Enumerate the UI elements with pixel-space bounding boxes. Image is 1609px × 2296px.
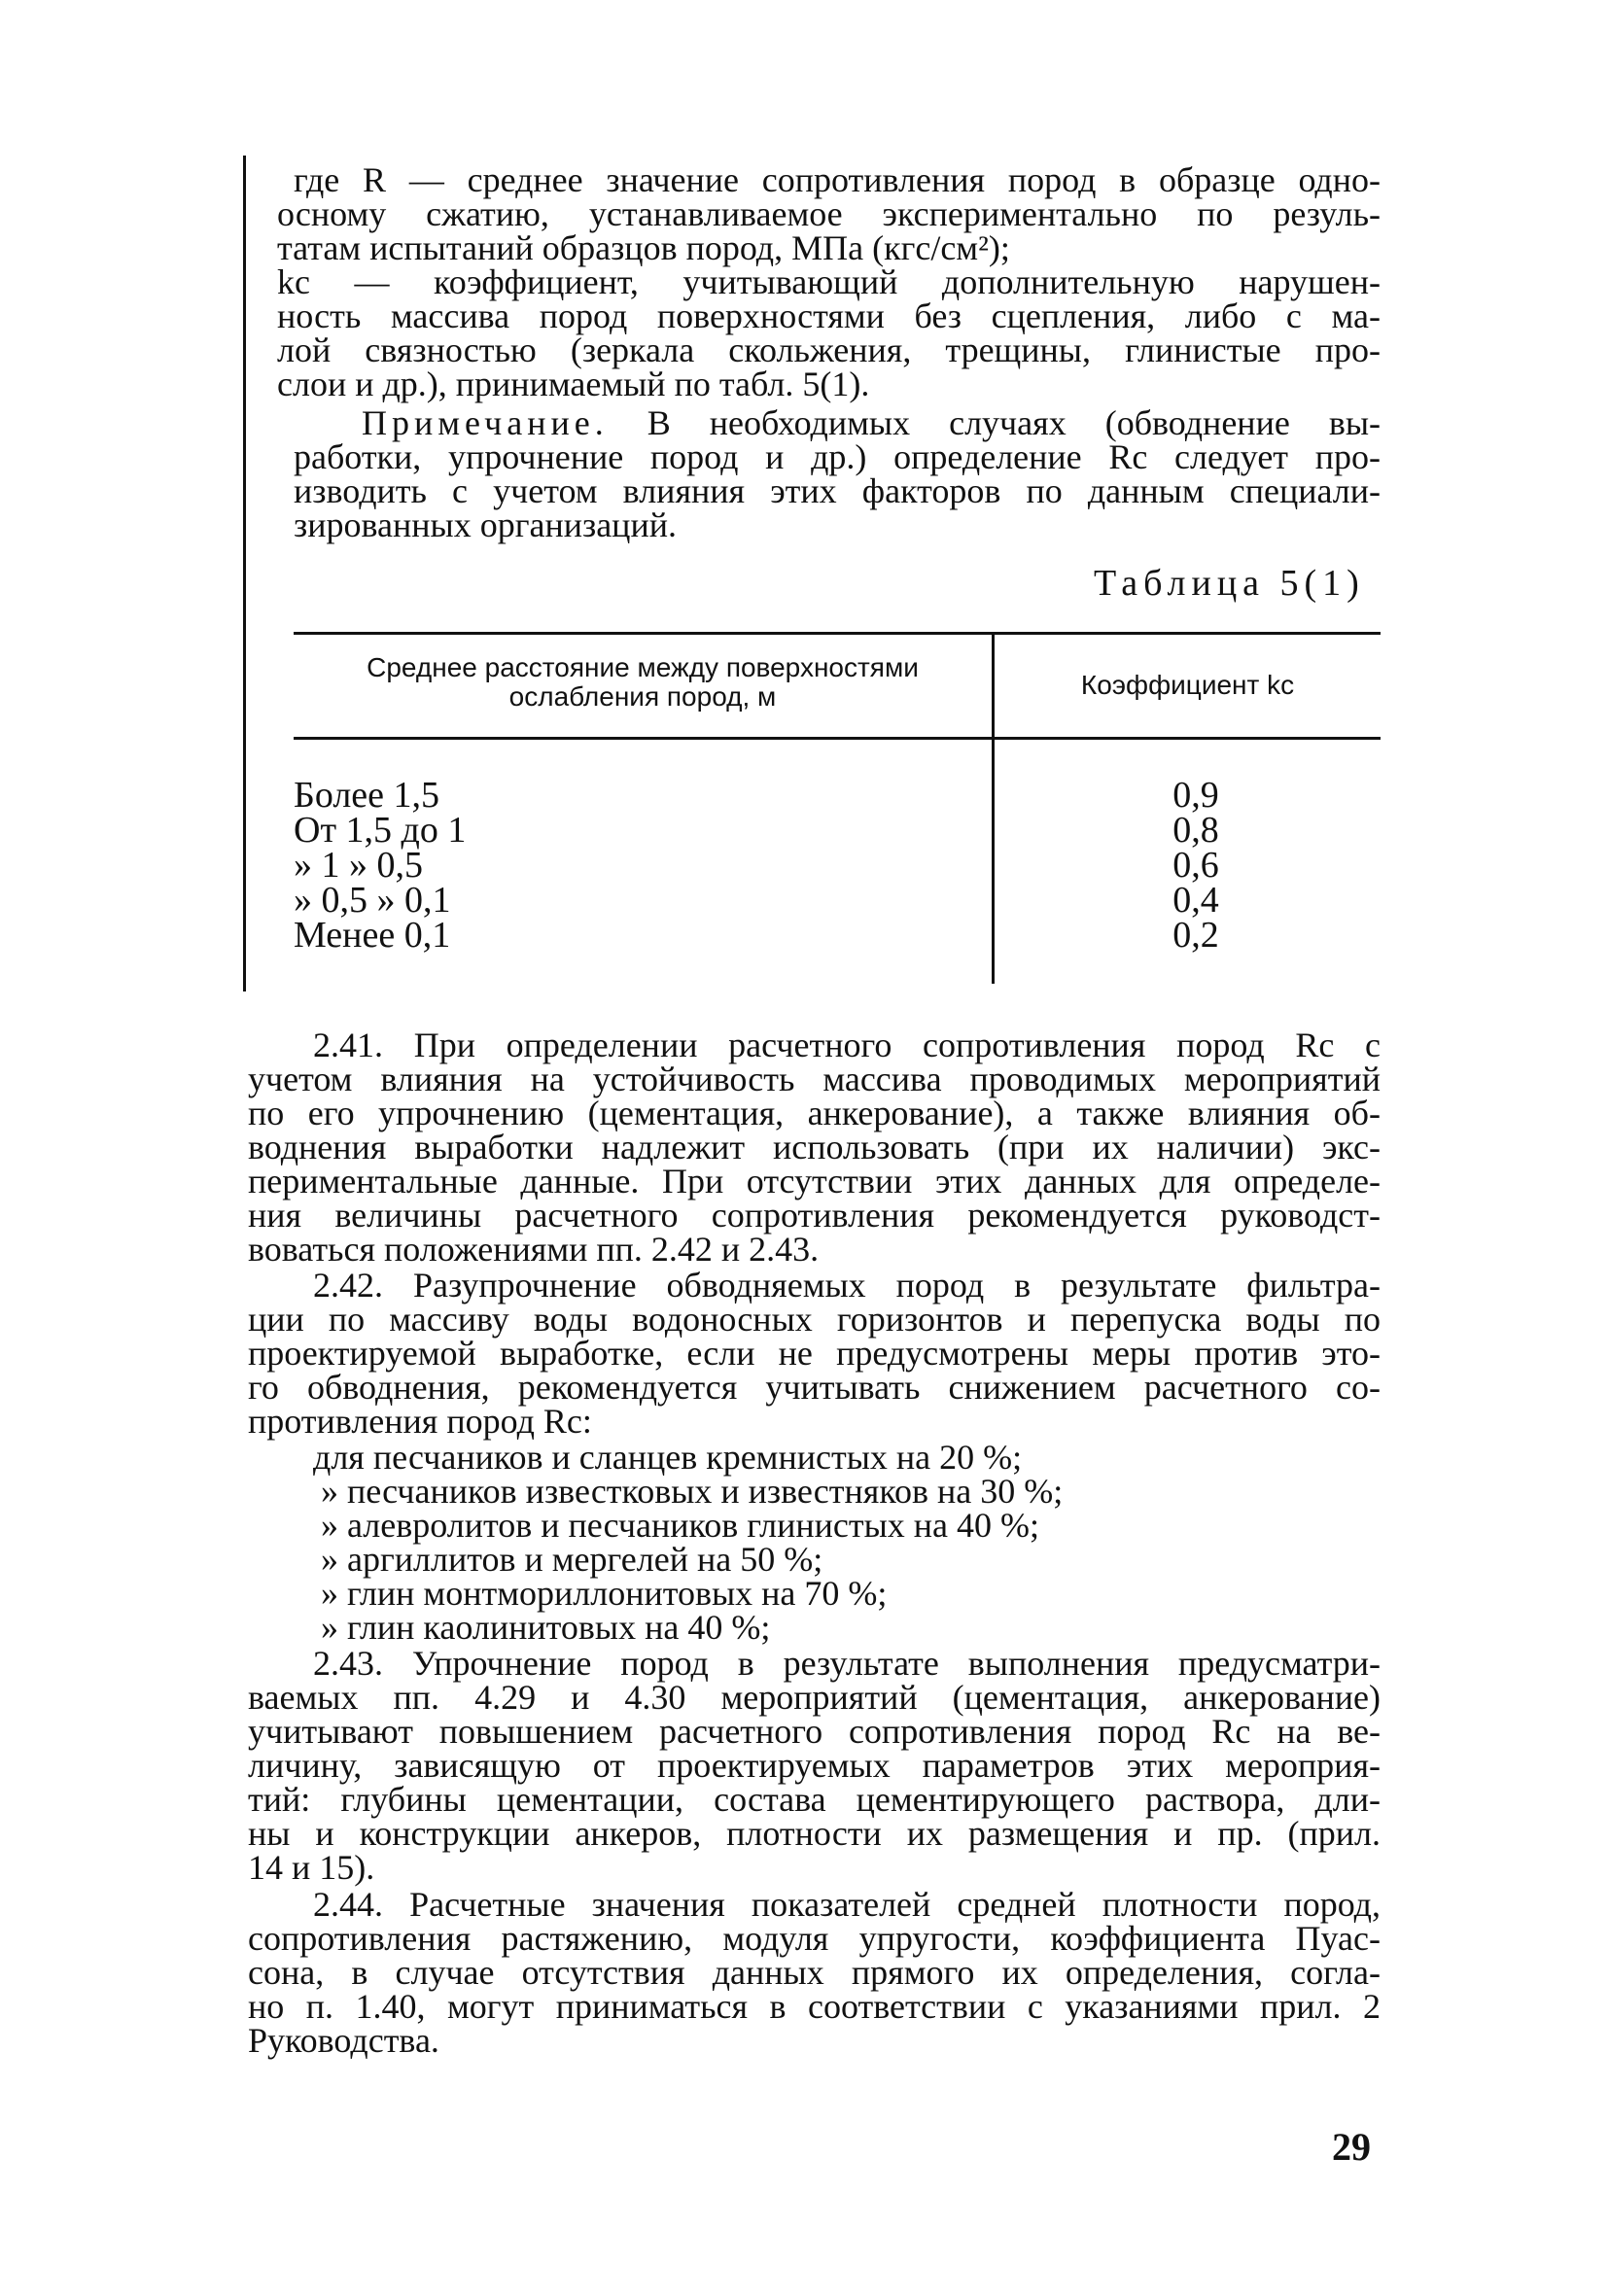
note-line-3: изводить с учетом влияния этих факторов по данным специали-: [294, 471, 1381, 510]
table-row-distance: Более 1,5: [294, 775, 440, 816]
para-2-43-line-2: ваемых пп. 4.29 и 4.30 мероприятий (цементация, анкерование): [248, 1678, 1381, 1717]
para-2-41-line-5: периментальные данные. При отсутствии этих данных для определе-: [248, 1162, 1381, 1200]
table-row-distance: » 0,5 » 0,1: [294, 880, 451, 921]
definition-r-line-2: осному сжатию, устанавливаемое экспериментально по резуль-: [277, 194, 1381, 233]
para-2-44-line-3: сона, в случае отсутствия данных прямого их определения, согла-: [248, 1953, 1381, 1992]
table-header-distance-line-2: ослабления пород, м: [508, 681, 777, 712]
para-2-44-line-4: но п. 1.40, могут приниматься в соответствии с указаниями прил. 2: [248, 1987, 1381, 2026]
para-2-41-line-2: учетом влияния на устойчивость массива проводимых мероприятий: [248, 1060, 1381, 1098]
para-2-44-line-2: сопротивления растяжению, модуля упругости, коэффициента Пуас-: [248, 1919, 1381, 1958]
table-header-rule: [294, 737, 1381, 740]
page-number: 29: [1332, 2125, 1371, 2169]
definition-kc-line-3: лой связностью (зеркала скольжения, трещины, глинистые про-: [277, 330, 1381, 369]
table-header-distance-line-1: Среднее расстояние между поверхностями: [367, 652, 919, 682]
para-2-41-line-7: воваться положениями пп. 2.42 и 2.43.: [248, 1230, 820, 1269]
definition-kc-line-1: kc — коэффициент, учитывающий дополнительную нарушен-: [277, 262, 1381, 301]
para-2-42-line-3: проектируемой выработке, если не предусмотрены меры против это-: [248, 1334, 1381, 1373]
definition-r-line-1: где R — среднее значение сопротивления пород в образце одно-: [294, 160, 1381, 199]
definition-r-line-3: татам испытаний образцов пород, МПа (кгс/см²);: [277, 228, 1010, 267]
excerpt-margin-bar: [243, 156, 246, 991]
para-2-43-line-4: личину, зависящую от проектируемых параметров этих мероприя-: [248, 1746, 1381, 1785]
list-item: » аргиллитов и мергелей на 50 %;: [321, 1540, 823, 1579]
para-2-41-line-1: 2.41. При определении расчетного сопротивления пород Rc с: [313, 1026, 1381, 1064]
para-2-42-line-5: противления пород Rc:: [248, 1402, 592, 1441]
table-row-coefficient: 0,6: [1172, 845, 1219, 886]
para-2-42-line-4: го обводнения, рекомендуется учитывать снижением расчетного со-: [248, 1368, 1381, 1407]
definition-kc-line-2: ность массива пород поверхностями без сцепления, либо с ма-: [277, 296, 1381, 335]
note-line-2: работки, упрочнение пород и др.) определение Rc следует про-: [294, 437, 1381, 476]
table-header-distance: [294, 653, 992, 712]
table-row-coefficient: 0,2: [1172, 915, 1219, 956]
para-2-43-line-6: ны и конструкции анкеров, плотности их размещения и пр. (прил.: [248, 1814, 1381, 1853]
table-title: Таблица 5(1): [1094, 563, 1365, 604]
para-2-42-line-2: ции по массиву воды водоносных горизонтов и перепуска воды по: [248, 1300, 1381, 1339]
note-label: Примечание.: [362, 403, 609, 442]
para-2-43-line-1: 2.43. Упрочнение пород в результате выполнения предусматри-: [313, 1644, 1381, 1683]
para-2-44-line-1: 2.44. Расчетные значения показателей средней плотности пород,: [313, 1885, 1381, 1924]
list-item: » алевролитов и песчаников глинистых на 40 %;: [321, 1506, 1040, 1545]
note-line-1: [362, 403, 1381, 442]
list-item: » песчаников известковых и известняков на 30 %;: [321, 1472, 1064, 1511]
table-row-coefficient: 0,8: [1172, 810, 1219, 851]
para-2-43-line-5: тий: глубины цементации, состава цементирующего раствора, дли-: [248, 1780, 1381, 1819]
para-2-41-line-3: по его упрочнению (цементация, анкерование), а также влияния об-: [248, 1094, 1381, 1132]
list-item: для песчаников и сланцев кремнистых на 20 %;: [313, 1438, 1023, 1477]
list-item: » глин монтмориллонитовых на 70 %;: [321, 1574, 888, 1613]
para-2-43-line-3: учитывают повышением расчетного сопротивления пород Rc на ве-: [248, 1712, 1381, 1751]
note-line-4: зированных организаций.: [294, 505, 677, 544]
table-row-distance: От 1,5 до 1: [294, 810, 467, 851]
table-row-coefficient: 0,4: [1172, 880, 1219, 921]
list-item: » глин каолинитовых на 40 %;: [321, 1608, 771, 1647]
definition-kc-line-4: слои и др.), принимаемый по табл. 5(1).: [277, 365, 870, 403]
table-header-coefficient: Коэффициент kc: [1080, 670, 1295, 700]
para-2-41-line-6: ния величины расчетного сопротивления рекомендуется руководст-: [248, 1196, 1381, 1235]
para-2-43-line-7: 14 и 15).: [248, 1848, 375, 1887]
para-2-42-line-1: 2.42. Разупрочнение обводняемых пород в результате фильтра-: [313, 1266, 1381, 1305]
table-row-distance: Менее 0,1: [294, 915, 451, 956]
para-2-44-line-5: Руководства.: [248, 2021, 439, 2060]
table-row-distance: » 1 » 0,5: [294, 845, 423, 886]
para-2-41-line-4: воднения выработки надлежит использовать (при их наличии) экс-: [248, 1128, 1381, 1166]
table-row-coefficient: 0,9: [1172, 775, 1219, 816]
note-text-1: В необходимых случаях (обводнение вы-: [647, 403, 1381, 442]
table-top-rule: [294, 632, 1381, 635]
